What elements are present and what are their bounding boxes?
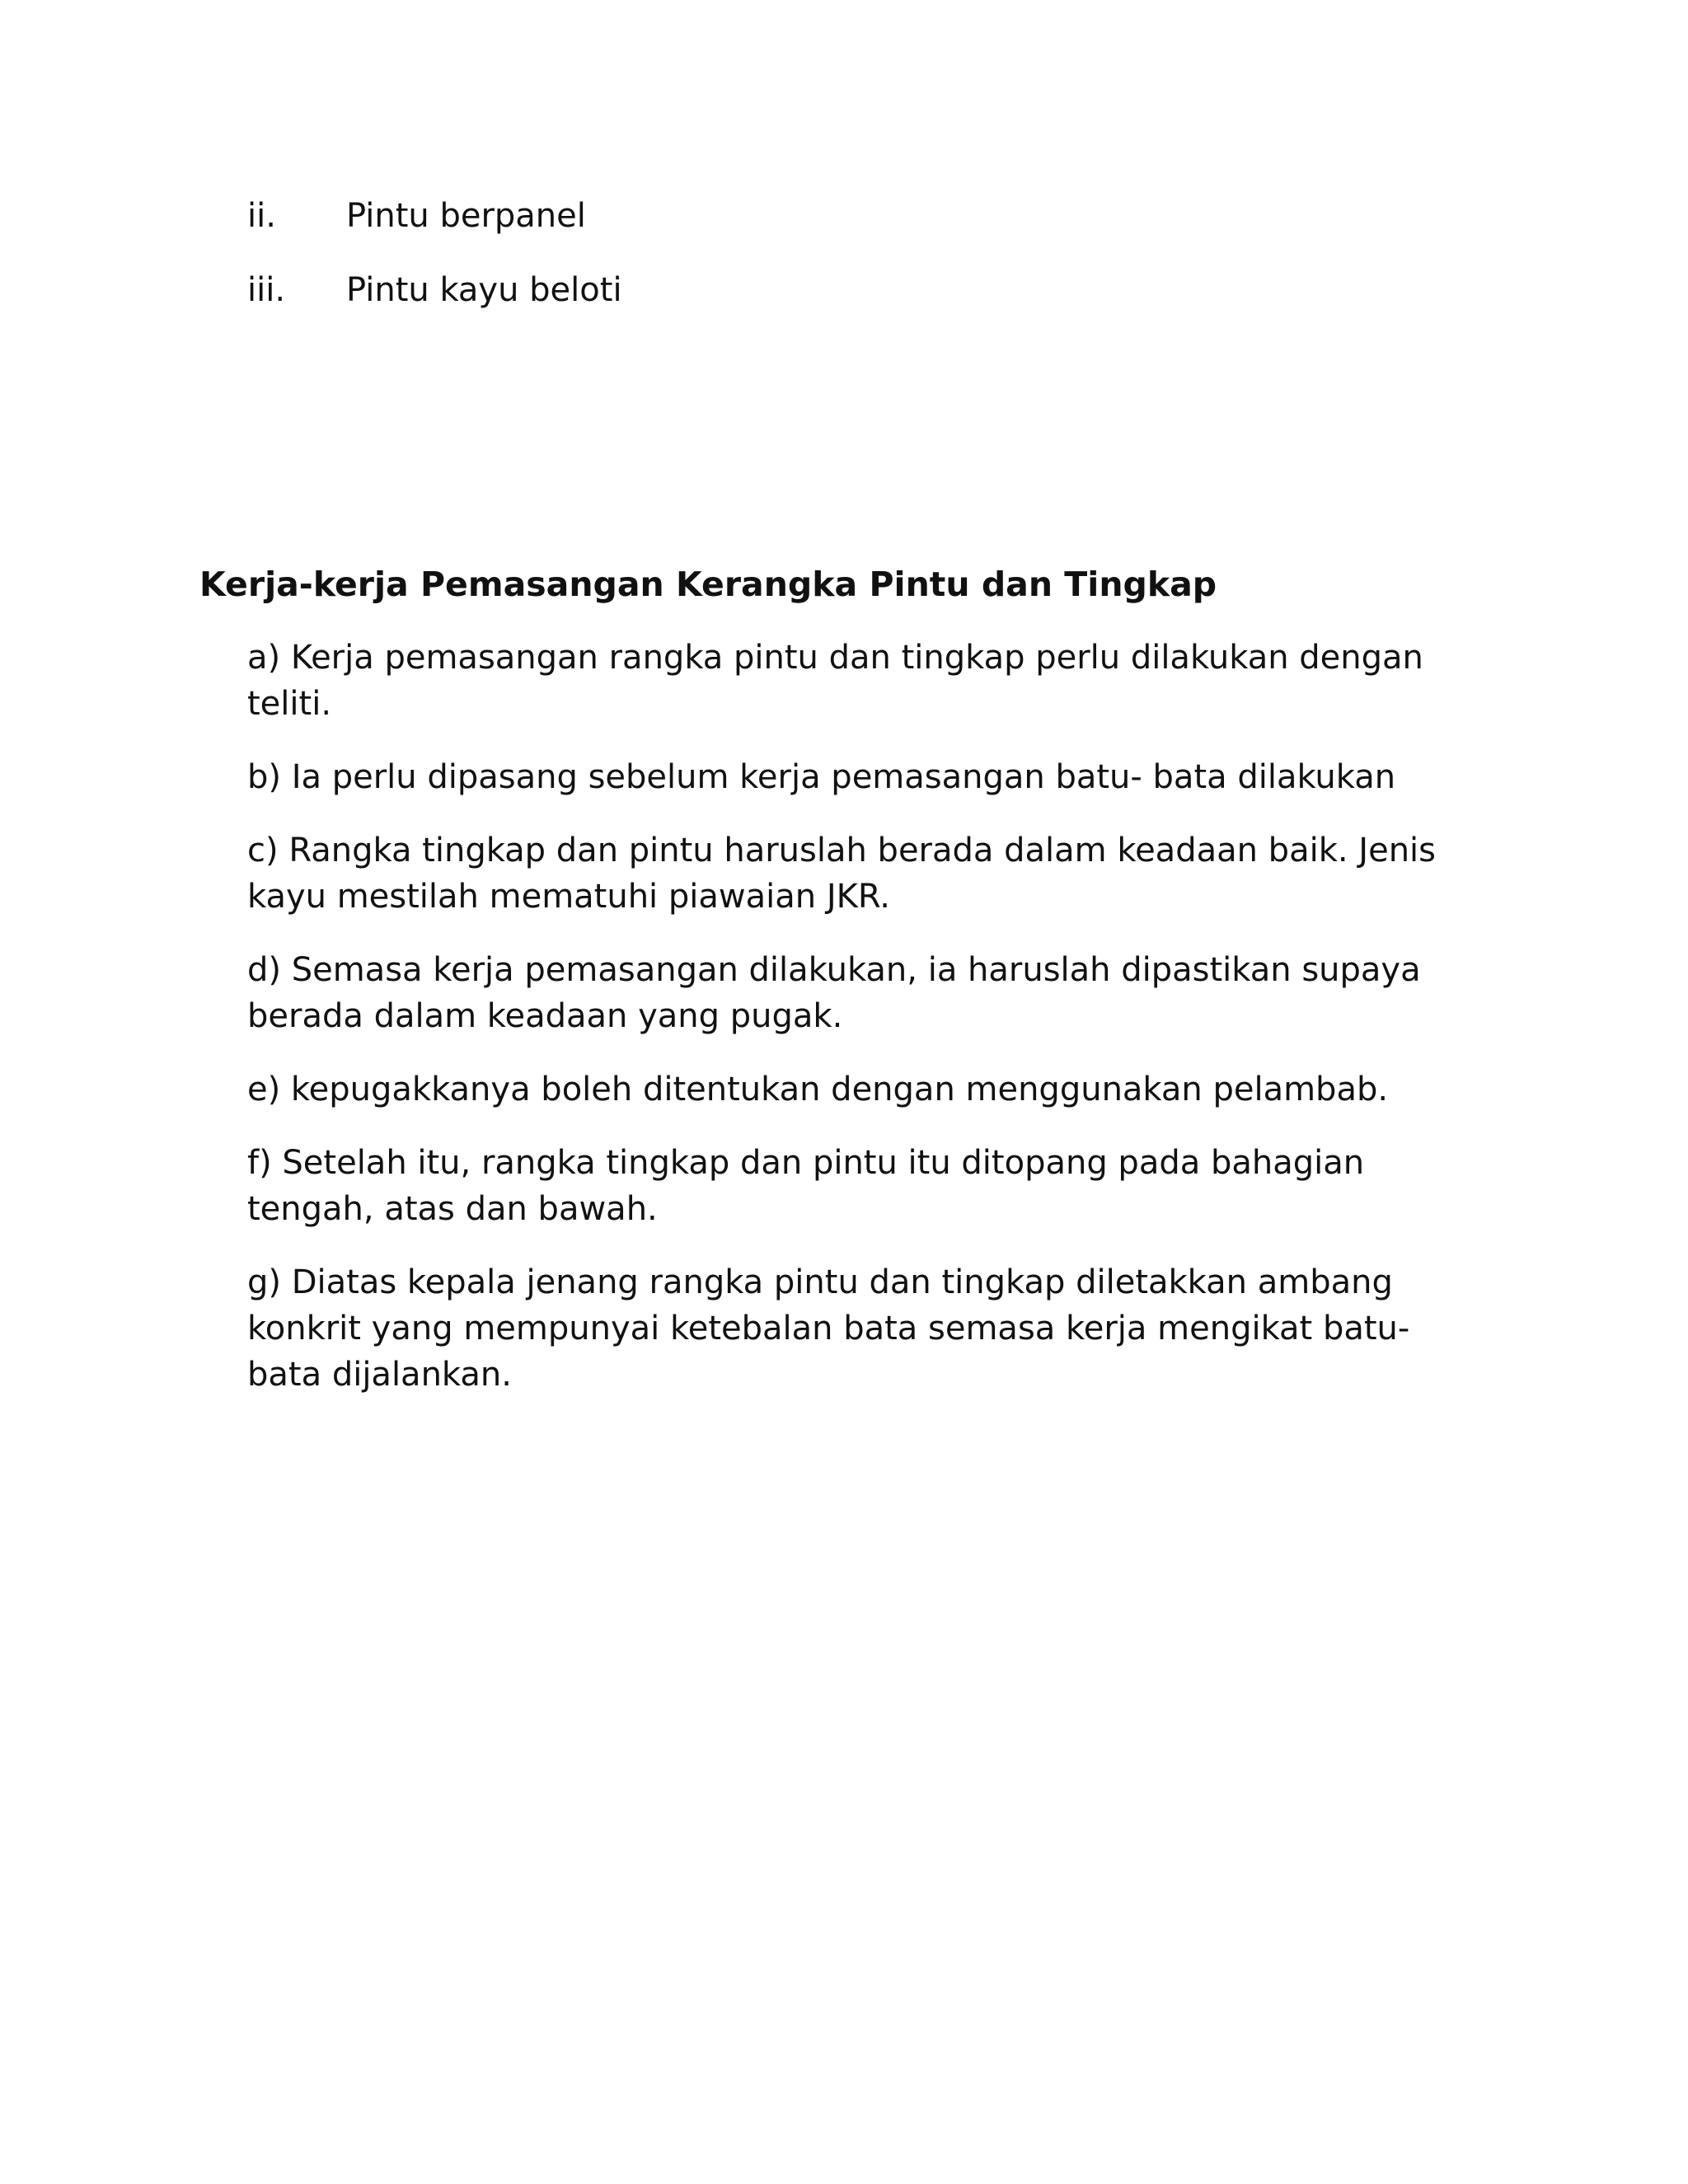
- step-f: f) Setelah itu, rangka tingkap dan pintu itu ditopang pada bahagian tengah, atas dan bawah.: [247, 1144, 1365, 1228]
- list-item: [247, 194, 1484, 237]
- list-item-number: iii.: [247, 271, 286, 309]
- step-c: c) Rangka tingkap dan pintu haruslah berada dalam keadaan baik. Jenis kayu mestilah mematuhi piawaian JKR.: [247, 832, 1436, 916]
- list-item-text: Pintu berpanel: [346, 197, 586, 235]
- step-g: g) Diatas kepala jenang rangka pintu dan tingkap diletakkan ambang konkrit yang mempunyai ketebalan bata semasa kerja mengikat batu-bata dijalankan.: [247, 1263, 1410, 1394]
- list-item-text: Pintu kayu beloti: [346, 271, 622, 309]
- step-e: e) kepugakkanya boleh ditentukan dengan menggunakan pelambab.: [247, 1071, 1389, 1108]
- step-b: b) Ia perlu dipasang sebelum kerja pemasangan batu- bata dilakukan: [247, 758, 1396, 796]
- section-heading: Kerja-kerja Pemasangan Kerangka Pintu dan Tingkap: [199, 565, 1217, 604]
- door-types-list: [247, 194, 1484, 343]
- step-d: d) Semasa kerja pemasangan dilakukan, ia haruslah dipastikan supaya berada dalam keadaan yang pugak.: [247, 951, 1421, 1035]
- installation-steps: [247, 635, 1467, 1425]
- list-item: [247, 269, 1484, 312]
- step-a: a) Kerja pemasangan rangka pintu dan tingkap perlu dilakukan dengan teliti.: [247, 639, 1423, 723]
- list-item-number: ii.: [247, 197, 276, 235]
